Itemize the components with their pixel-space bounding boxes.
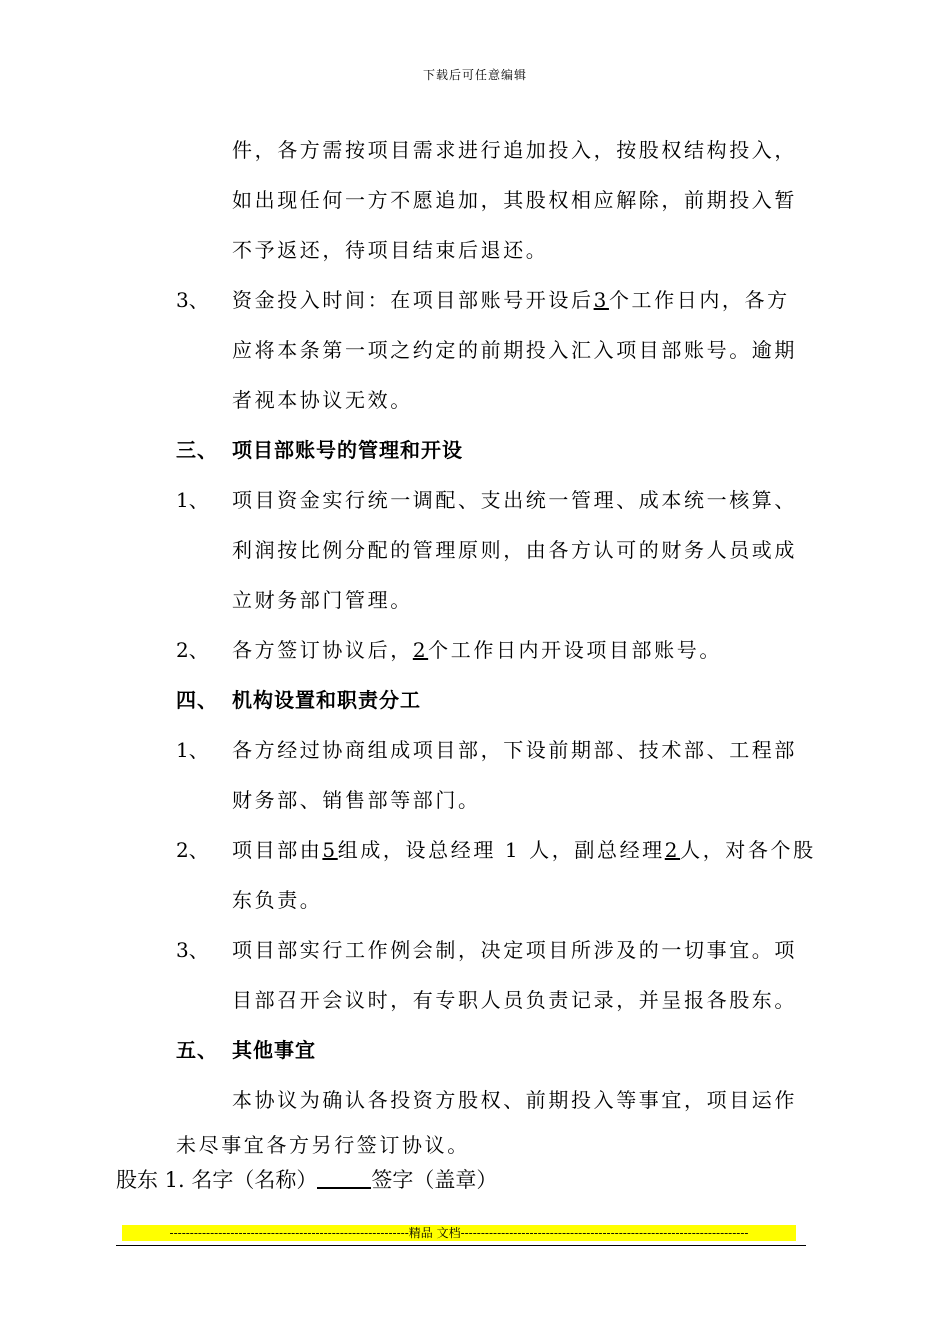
paragraph-line: 者视本协议无效。 — [232, 388, 413, 412]
underlined-value: 2 — [664, 838, 681, 862]
paragraph-line: 应将本条第一项之约定的前期投入汇入项目部账号。逾期 — [232, 338, 797, 362]
text-segment: 个工作日内开设项目部账号。 — [428, 638, 722, 662]
paragraph-line: 东负责。 — [232, 888, 323, 912]
paragraph-line: 项目部实行工作例会制，决定项目所涉及的一切事宜。项 — [232, 938, 797, 962]
paragraph-line: 各方经过协商组成项目部，下设前期部、技术部、工程部 — [232, 738, 797, 762]
item-number: 3、 — [176, 288, 209, 312]
text-segment: 个工作日内，各方 — [608, 288, 790, 312]
item-number: 3、 — [176, 938, 209, 962]
signature-label: 股东 1. 名字（名称） — [116, 1168, 318, 1192]
item-number: 2、 — [176, 638, 209, 662]
section-title: 其他事宜 — [232, 1038, 316, 1062]
signature-suffix: 签字（盖章） — [371, 1168, 498, 1192]
text-segment: 资金投入时间：在项目部账号开设后 — [232, 288, 594, 312]
item-number: 1、 — [176, 738, 209, 762]
paragraph-line: 件，各方需按项目需求进行追加投入，按股权结构投入， — [232, 138, 797, 162]
section-title: 机构设置和职责分工 — [232, 688, 421, 712]
paragraph-line: 财务部、销售部等部门。 — [232, 788, 481, 812]
signature-blank[interactable] — [317, 1169, 371, 1189]
text-segment: 人，对各个股 — [680, 838, 816, 862]
underlined-value: 5 — [322, 838, 338, 862]
paragraph-line: 未尽事宜各方另行签订协议。 — [176, 1133, 470, 1157]
section-number: 五、 — [176, 1038, 218, 1062]
paragraph-line: 不予返还，待项目结束后退还。 — [232, 238, 549, 262]
paragraph-line: 目部召开会议时，有专职人员负责记录，并呈报各股东。 — [232, 988, 797, 1012]
section-title: 项目部账号的管理和开设 — [232, 438, 463, 462]
text-segment: 项目部由 — [232, 838, 323, 862]
paragraph-line: 如出现任何一方不愿追加，其股权相应解除，前期投入暂 — [232, 188, 797, 212]
text-segment: 组成，设总经理 1 人，副总经理 — [337, 838, 665, 862]
paragraph-line: 利润按比例分配的管理原则，由各方认可的财务人员或成 — [232, 538, 797, 562]
item-number: 1、 — [176, 488, 209, 512]
underlined-value: 3 — [593, 288, 609, 312]
paragraph-line: 项目资金实行统一调配、支出统一管理、成本统一核算、 — [232, 488, 797, 512]
paragraph-line: 本协议为确认各投资方股权、前期投入等事宜，项目运作 — [232, 1088, 797, 1112]
signature-line — [116, 1166, 497, 1194]
paragraph-line — [232, 636, 722, 664]
section-number: 三、 — [176, 438, 218, 462]
footer-banner: -----------------------------------------------------------精品 文档----------------------------------------------------------------------- — [122, 1225, 796, 1241]
text-segment: 各方签订协议后， — [232, 638, 413, 662]
paragraph-line — [232, 836, 816, 864]
paragraph-line: 立财务部门管理。 — [232, 588, 413, 612]
section-number: 四、 — [176, 688, 218, 712]
page-header: 下载后可任意编辑 — [422, 68, 527, 82]
item-number: 2、 — [176, 838, 209, 862]
footer-divider — [116, 1245, 806, 1246]
underlined-value: 2 — [412, 638, 429, 662]
paragraph-line — [232, 286, 790, 314]
